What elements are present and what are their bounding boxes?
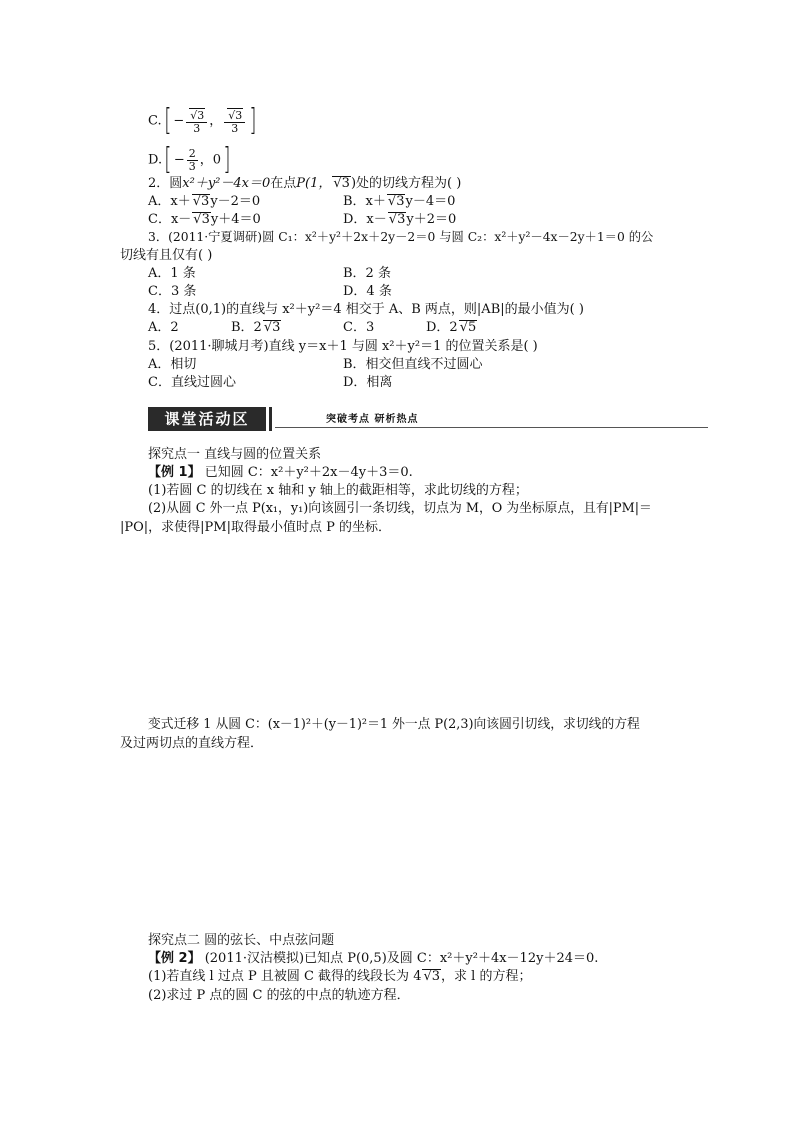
q3-option-d: D．4 条	[343, 284, 392, 299]
example1-sub1: (1)若圆 C 的切线在 x 轴和 y 轴上的截距相等，求此切线的方程；	[148, 483, 528, 498]
banner-rule	[275, 427, 708, 428]
variant1-line2: 及过两切点的直线方程．	[120, 736, 264, 751]
root: √ 3	[332, 176, 351, 190]
root: √ 3	[192, 194, 211, 208]
text: D．x－	[343, 212, 387, 227]
num: 2	[188, 146, 196, 160]
text: y＋2＝0	[406, 212, 457, 227]
root: √ 3	[189, 108, 205, 122]
q3-option-c: C．3 条	[148, 284, 197, 299]
root: √ 3	[227, 108, 243, 122]
section-banner	[148, 405, 708, 431]
q1-option-c-label: C.	[148, 113, 162, 129]
q2-option-c	[148, 211, 261, 228]
text: 在点	[270, 176, 297, 191]
root: √ 3	[263, 320, 282, 334]
q3-option-b: B．2 条	[343, 266, 391, 281]
part1-heading: 探究点一 直线与圆的位置关系	[148, 447, 322, 462]
example1-sub2-line1: (2)从圆 C 外一点 P(x₁，y₁)向该圆引一条切线，切点为 M，O 为坐标原点，且有|PM|＝	[148, 501, 652, 516]
q5-stem: 5．(2011·聊城月考)直线 y＝x＋1 与圆 x²＋y²＝1 的位置关系是( )	[148, 339, 538, 354]
q4-option-a: A．2	[148, 320, 179, 335]
q4-option-d	[426, 319, 477, 336]
root: √ 3	[422, 969, 441, 983]
q1-option-d-left-frac	[187, 148, 198, 173]
q3-stem-line1: 3．(2011·宁夏调研)圆 C₁：x²＋y²＋2x＋2y－2＝0 与圆 C₂：x²＋y²－4x－2y＋1＝0 的公	[148, 230, 654, 244]
q1-option-d: D.[ − $\frac{2}{3}$ ，0]	[148, 142, 231, 177]
q3-stem-line2: 切线有且仅有( )	[120, 248, 213, 263]
q4-option-b	[231, 319, 281, 336]
root: √ 3	[192, 212, 211, 226]
text: y－2＝0	[210, 194, 261, 209]
text: A．x＋	[148, 194, 191, 209]
section-title: 课堂活动区	[148, 407, 266, 431]
root: √ 5	[459, 320, 478, 334]
example2-sub1	[148, 968, 531, 985]
root: √ 3	[388, 212, 407, 226]
q3-option-a: A．1 条	[148, 266, 196, 281]
root: √ 3	[387, 194, 406, 208]
q5-option-d: D．相离	[343, 375, 393, 390]
bracket-right: ]	[223, 142, 231, 177]
example1-sub2-line2: |PO|，求使得|PM|取得最小值时点 P 的坐标．	[120, 520, 391, 535]
bracket-right: ]	[249, 103, 257, 138]
point: P(1，	[296, 176, 332, 191]
q1-option-d-right: 0	[212, 152, 222, 168]
text: y－4＝0	[405, 194, 456, 209]
q5-option-c: C．直线过圆心	[148, 375, 236, 390]
text: y＋4＝0	[210, 212, 261, 227]
text: C．x－	[148, 212, 192, 227]
example2-sub2: (2)求过 P 点的圆 C 的弦的中点的轨迹方程．	[148, 988, 410, 1003]
q1-option-c-sign: −	[173, 113, 185, 129]
text: 处的切线方程为( )	[356, 176, 462, 191]
q2-stem	[148, 175, 461, 192]
example-tag: 【例 2】	[148, 951, 201, 966]
q2-option-d	[343, 211, 456, 228]
text: B．2	[231, 320, 262, 335]
equation: x²＋y²－4x＝0	[182, 176, 271, 191]
den: 3	[188, 159, 196, 173]
den: 3	[231, 121, 239, 135]
q2-option-a	[148, 193, 260, 210]
example-tag: 【例 1】	[148, 465, 201, 480]
q5-option-b: B．相交但直线不过圆心	[343, 357, 483, 372]
q4-stem: 4．过点(0,1)的直线与 x²＋y²＝4 相交于 A、B 两点，则|AB|的最小值为( )	[148, 302, 584, 317]
q2-option-b	[343, 193, 455, 210]
example2-stem	[148, 950, 598, 967]
text: B．x＋	[343, 194, 386, 209]
text: )	[350, 176, 357, 191]
example1-stem	[148, 464, 413, 481]
q1-option-c-right-frac	[224, 108, 245, 135]
q1-option-d-sign: −	[173, 152, 185, 168]
banner-divider	[269, 407, 272, 431]
text: 2．圆	[148, 176, 183, 191]
text: (1)若直线 l 过点 P 且被圆 C 截得的线段长为 4	[148, 969, 422, 984]
text: ，求 l 的方程；	[441, 969, 532, 984]
q5-option-a: A．相切	[148, 357, 197, 372]
bracket-left: [	[164, 142, 172, 177]
section-subtitle: 突破考点 研析热点	[326, 414, 419, 425]
text: D．2	[426, 320, 458, 335]
part2-heading: 探究点二 圆的弦长、中点弦问题	[148, 933, 335, 948]
text: 已知圆 C：x²＋y²＋2x－4y＋3＝0.	[204, 465, 413, 480]
q4-option-c: C．3	[343, 320, 375, 335]
variant1-line1: 变式迁移 1 从圆 C：(x－1)²＋(y－1)²＝1 外一点 P(2,3)向该圆引切线，求切线的方程	[148, 717, 640, 732]
q1-option-c: C.[ − √ $\frac{3}{3}$ ， √ $\frac{3}{3}$ ]	[148, 106, 259, 136]
text: (2011·汉沽模拟)已知点 P(0,5)及圆 C：x²＋y²＋4x－12y＋24＝0.	[204, 951, 599, 966]
q1-option-c-left-frac	[186, 108, 207, 135]
bracket-left: [	[163, 103, 171, 138]
den: 3	[193, 121, 201, 135]
q1-option-d-label: D.	[148, 152, 163, 168]
